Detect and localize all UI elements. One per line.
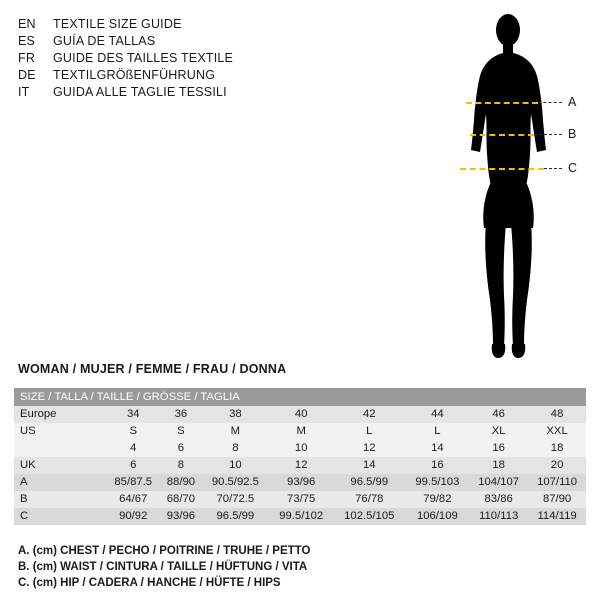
language-text: TEXTILGRÖßENFÜHRUNG bbox=[53, 68, 216, 82]
cell: 85/87.5 bbox=[114, 476, 153, 488]
cell: 88/90 bbox=[166, 476, 196, 488]
language-text: GUIDE DES TAILLES TEXTILE bbox=[53, 51, 234, 65]
cell: 34 bbox=[126, 408, 140, 420]
cell: S bbox=[177, 425, 185, 437]
cell: L bbox=[434, 425, 441, 437]
section-title: WOMAN / MUJER / FEMME / FRAU / DONNA bbox=[18, 362, 287, 376]
cell: 12 bbox=[294, 459, 308, 471]
table-row bbox=[14, 406, 586, 423]
cell: 8 bbox=[177, 459, 185, 471]
cell: 6 bbox=[130, 459, 137, 471]
cell: 93/96 bbox=[166, 510, 196, 522]
table-row bbox=[14, 423, 586, 440]
row-label: C bbox=[20, 510, 29, 522]
cell: 68/70 bbox=[166, 493, 196, 505]
cell: 18 bbox=[492, 459, 505, 471]
legend-row-chest: A. (cm) CHEST / PECHO / POITRINE / TRUHE / PETTO bbox=[18, 545, 311, 557]
table-header-label: SIZE / TALLA / TAILLE / GRÖSSE / TAGLIA bbox=[14, 388, 586, 406]
cell: M bbox=[230, 425, 241, 437]
row-label: US bbox=[20, 425, 36, 437]
cell: S bbox=[129, 425, 137, 437]
cell: 46 bbox=[492, 408, 505, 420]
row-label: B bbox=[20, 493, 28, 505]
language-text: TEXTILE SIZE GUIDE bbox=[53, 17, 182, 31]
chest-leader-line bbox=[538, 102, 562, 103]
cell: 40 bbox=[294, 408, 308, 420]
cell: 96.5/99 bbox=[350, 476, 389, 488]
language-code: FR bbox=[18, 51, 36, 65]
cell: 93/96 bbox=[287, 476, 316, 488]
table-row bbox=[14, 440, 586, 457]
cell: 99.5/103 bbox=[415, 476, 460, 488]
language-code: ES bbox=[18, 34, 36, 48]
language-row-de bbox=[18, 68, 318, 85]
language-text: GUIDA ALLE TAGLIE TESSILI bbox=[53, 85, 227, 99]
cell: 104/107 bbox=[478, 476, 520, 488]
row-label bbox=[14, 440, 106, 457]
waist-measure-line bbox=[470, 134, 534, 136]
chest-marker-label: A bbox=[568, 95, 577, 109]
hip-marker-label: C bbox=[568, 161, 578, 175]
cell: 36 bbox=[174, 408, 188, 420]
cell: 73/75 bbox=[287, 493, 316, 505]
language-row-it bbox=[18, 85, 318, 102]
legend-list bbox=[18, 543, 578, 591]
language-code: EN bbox=[18, 17, 36, 31]
row-label: UK bbox=[20, 459, 36, 471]
cell: 16 bbox=[431, 459, 444, 471]
cell: 8 bbox=[232, 442, 239, 454]
table-row bbox=[14, 508, 586, 525]
cell: 99.5/102 bbox=[279, 510, 324, 522]
language-row-es bbox=[18, 34, 318, 51]
cell: 90/92 bbox=[119, 510, 148, 522]
language-code: DE bbox=[18, 68, 36, 82]
cell: 110/113 bbox=[479, 510, 519, 522]
cell: 16 bbox=[492, 442, 505, 454]
table-row bbox=[14, 491, 586, 508]
cell: L bbox=[366, 425, 373, 437]
cell: 70/72.5 bbox=[216, 493, 255, 505]
hip-measure-line bbox=[460, 168, 544, 170]
cell: 42 bbox=[362, 408, 376, 420]
language-code: IT bbox=[18, 85, 30, 99]
size-table bbox=[14, 388, 586, 525]
cell: 4 bbox=[130, 442, 137, 454]
cell: 18 bbox=[550, 442, 564, 454]
cell: 14 bbox=[362, 459, 376, 471]
cell: 64/67 bbox=[119, 493, 148, 505]
legend-row-waist: B. (cm) WAIST / CINTURA / TAILLE / HÜFTUNG / VITA bbox=[18, 561, 308, 573]
cell: 6 bbox=[177, 442, 185, 454]
cell: 87/90 bbox=[542, 493, 572, 505]
cell: 48 bbox=[550, 408, 564, 420]
cell: 44 bbox=[431, 408, 444, 420]
cell: 106/109 bbox=[416, 510, 458, 522]
row-label: Europe bbox=[20, 408, 57, 420]
language-text: GUÍA DE TALLAS bbox=[53, 34, 156, 48]
waist-leader-line bbox=[534, 134, 562, 135]
cell: 102.5/105 bbox=[344, 510, 395, 522]
cell: M bbox=[296, 425, 306, 437]
silhouette-icon bbox=[430, 8, 590, 368]
hip-leader-line bbox=[544, 168, 562, 169]
table-header-row bbox=[14, 388, 586, 406]
legend-row-hip: C. (cm) HIP / CADERA / HANCHE / HÜFTE / HIPS bbox=[18, 577, 281, 589]
waist-marker-label: B bbox=[568, 127, 577, 141]
table-row bbox=[14, 474, 586, 491]
cell: 107/110 bbox=[537, 476, 578, 488]
female-silhouette-figure bbox=[430, 8, 590, 368]
cell: 14 bbox=[431, 442, 444, 454]
cell: 83/86 bbox=[484, 493, 513, 505]
row-label: A bbox=[20, 476, 28, 488]
cell: 38 bbox=[229, 408, 242, 420]
cell: 79/82 bbox=[423, 493, 452, 505]
cell: 20 bbox=[550, 459, 564, 471]
table-row bbox=[14, 457, 586, 474]
language-row-en bbox=[18, 17, 318, 34]
cell: 76/78 bbox=[355, 493, 384, 505]
cell: 10 bbox=[294, 442, 308, 454]
cell: 10 bbox=[229, 459, 242, 471]
cell: 12 bbox=[362, 442, 376, 454]
chest-measure-line bbox=[466, 102, 538, 104]
language-list bbox=[18, 17, 318, 102]
language-row-fr bbox=[18, 51, 318, 68]
cell: XL bbox=[491, 425, 506, 437]
cell: 96.5/99 bbox=[216, 510, 255, 522]
cell: XXL bbox=[546, 425, 568, 437]
cell: 90.5/92.5 bbox=[211, 476, 259, 488]
cell: 114/119 bbox=[537, 510, 577, 522]
